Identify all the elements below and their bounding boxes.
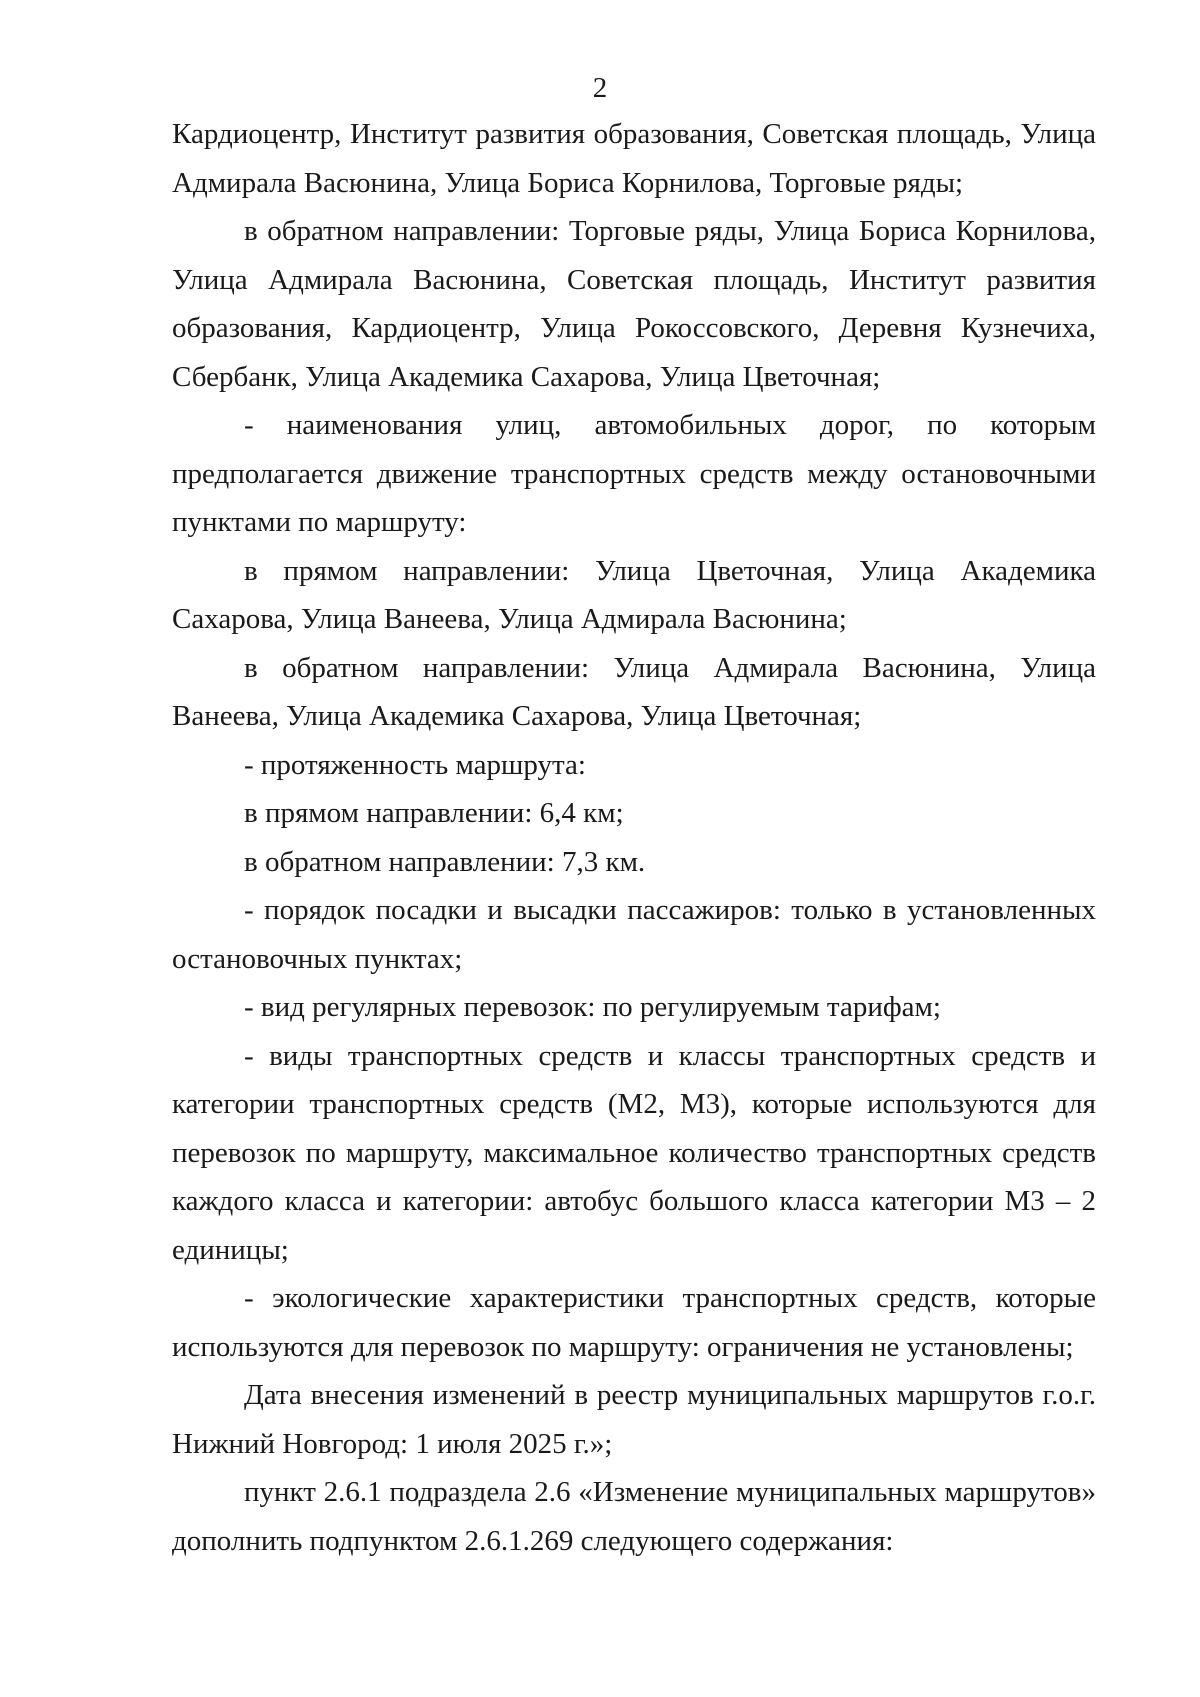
page-number: 2 — [592, 72, 608, 104]
paragraph: - протяженность маршрута: — [244, 748, 586, 781]
paragraph: пункт 2.6.1 подраздела 2.6 «Изменение муниципальных маршрутов» дополнить подпунктом 2.6.1.269 следующего содержания: — [172, 1476, 1096, 1557]
paragraph: в прямом направлении: Улица Цветочная, Улица Академика Сахарова, Улица Ванеева, Улица Адмирала Васюнина; — [172, 554, 1096, 635]
paragraph: - наименования улиц, автомобильных дорог, по которым предполагается движение транспортных средств между остановочными пунктами по маршруту: — [172, 409, 1096, 538]
paragraph: Кардиоцентр, Институт развития образования, Советская площадь, Улица Адмирала Васюнина, Улица Бориса Корнилова, Торговые ряды; — [172, 118, 1096, 199]
paragraph: в прямом направлении: 6,4 км; — [244, 797, 624, 829]
paragraph: в обратном направлении: Торговые ряды, Улица Бориса Корнилова, Улица Адмирала Васюнина, Советская площадь, Институт развития образования, Кардиоцентр, Улица Рокоссовского, Деревня Кузнечиха, Сбербанк, Улица Академика Сахарова, Улица Цветочная; — [172, 215, 1096, 393]
paragraph: - виды транспортных средств и классы транспортных средств и категории транспортных средств (М2, М3), которые используются для перевозок по маршруту, максимальное количество транспортных средств каждого класса и категории: автобус большого класса категории М3 – 2 единицы; — [172, 1039, 1096, 1266]
document-body — [172, 110, 1096, 1565]
paragraph: в обратном направлении: 7,3 км. — [244, 845, 646, 878]
paragraph: Дата внесения изменений в реестр муниципальных маршрутов г.о.г. Нижний Новгород: 1 июля 2025 г.»; — [172, 1379, 1096, 1460]
paragraph: - порядок посадки и высадки пассажиров: только в установленных остановочных пунктах; — [172, 894, 1096, 975]
paragraph: - экологические характеристики транспортных средств, которые используются для перевозок по маршруту: ограничения не установлены; — [172, 1282, 1096, 1363]
paragraph: в обратном направлении: Улица Адмирала Васюнина, Улица Ванеева, Улица Академика Сахарова, Улица Цветочная; — [172, 651, 1096, 732]
paragraph: - вид регулярных перевозок: по регулируемым тарифам; — [244, 991, 941, 1023]
